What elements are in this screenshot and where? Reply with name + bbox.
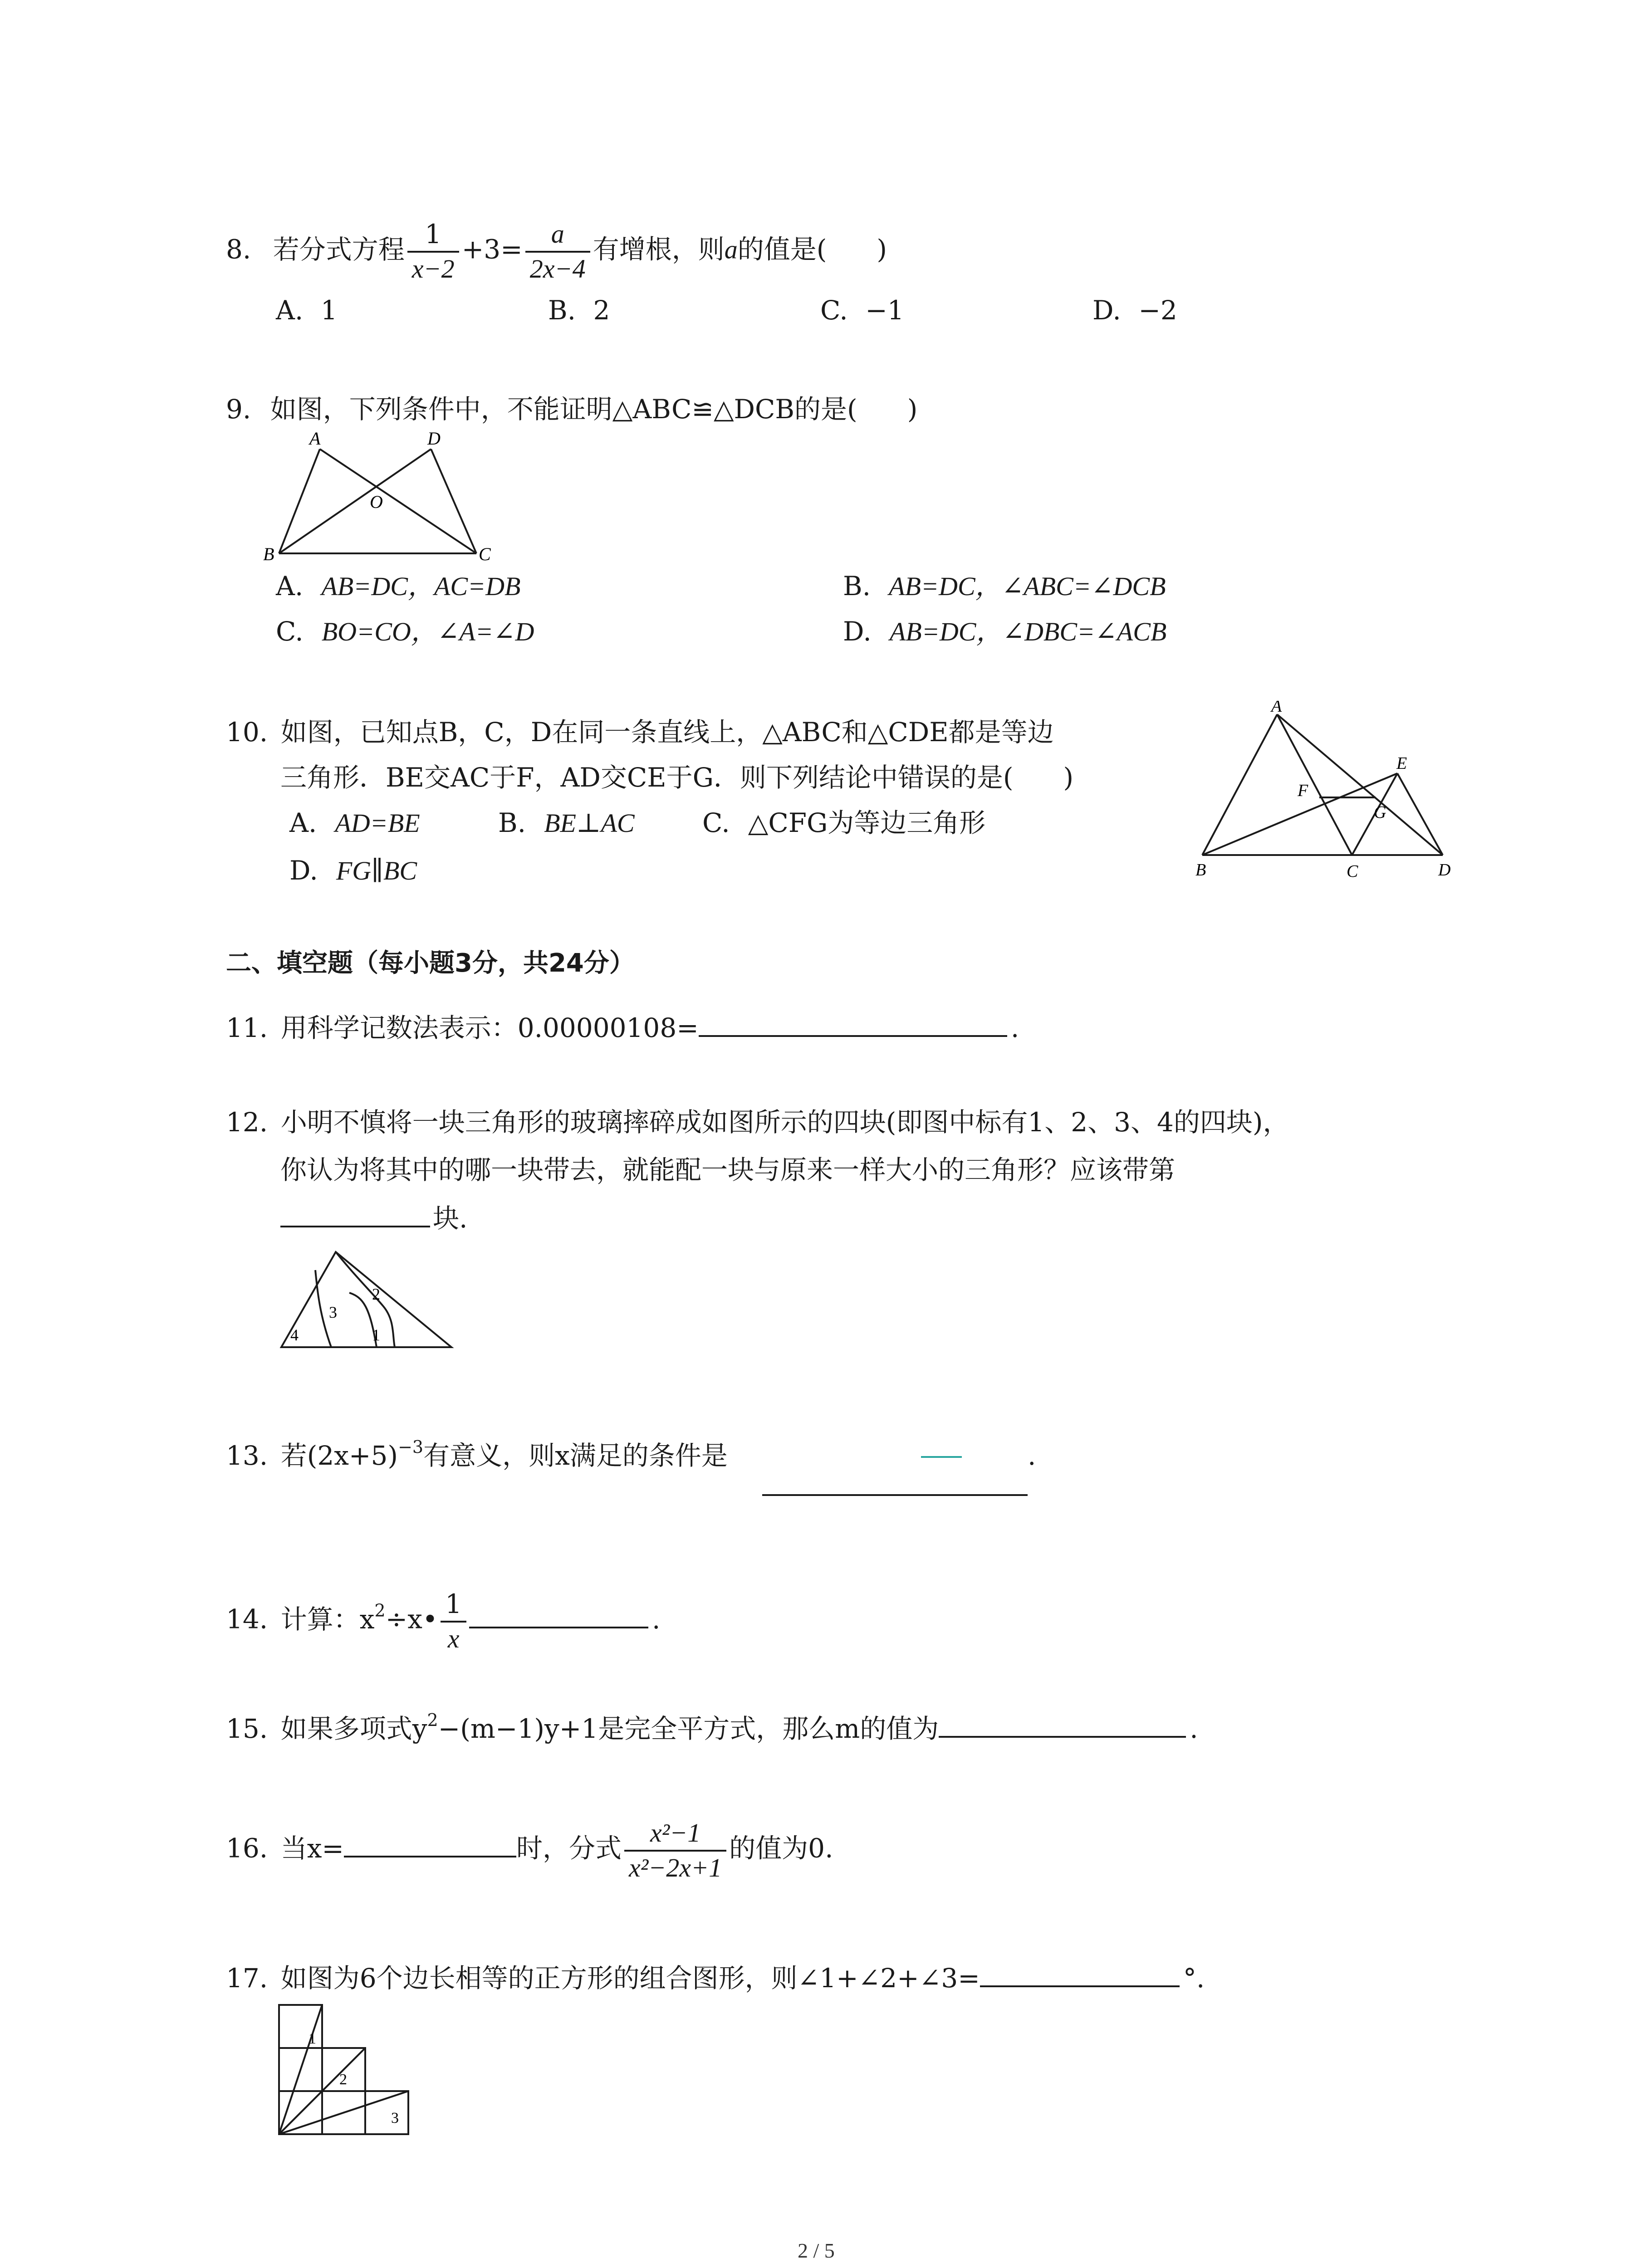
q8-option-b[interactable]: B. 2 (548, 295, 610, 326)
q9-label-a: A (309, 429, 321, 449)
q14-number: 14. (226, 1603, 268, 1635)
q16-number: 16. (226, 1833, 268, 1864)
q8-option-d[interactable]: D. −2 (1092, 295, 1177, 326)
q12-label-3: 3 (329, 1303, 337, 1321)
q8-mid: +3= (461, 234, 523, 265)
q14-answer-blank[interactable] (469, 1603, 648, 1628)
q8-var: a (724, 235, 738, 264)
q17-label-1: 1 (309, 2030, 316, 2047)
q13-answer-blank[interactable] (762, 1492, 1028, 1496)
q9-figure (259, 429, 513, 565)
q9-option-a[interactable]: A. AB=DC，AC=DB (276, 571, 521, 601)
q16-answer-blank[interactable] (344, 1832, 516, 1857)
q8-pre: 若分式方程 (273, 234, 405, 265)
q17-figure (272, 1998, 417, 2143)
q11-number: 11. (226, 1012, 268, 1043)
q12-number: 12. (226, 1107, 268, 1138)
q8-fraction-1: $\frac{1}{x-2}$ (407, 218, 459, 285)
q9-number: 9. (226, 394, 251, 425)
q14-fraction: $\frac{1}{x}$ (441, 1588, 466, 1655)
q10-option-c[interactable]: C. △CFG为等边三角形 (702, 807, 986, 838)
q11-line: 11. 用科学记数法表示：0.00000108= . (226, 1012, 1019, 1043)
q10-label-g: G (1374, 803, 1386, 822)
q10-label-a: A (1271, 701, 1282, 716)
q12-line-2: 你认为将其中的哪一块带去，就能配一块与原来一样大小的三角形？应该带第 (280, 1154, 1176, 1185)
q10-number: 10. (226, 717, 268, 748)
q15-number: 15. (226, 1713, 268, 1744)
q15-answer-blank[interactable] (939, 1712, 1186, 1738)
q12-label-1: 1 (372, 1326, 380, 1344)
q13-line: 13. 若$(2x+5)^{-3}$有意义，则x满足的条件是 (226, 1437, 728, 1471)
q16-fraction: $\frac{\text{x²−1}}{\text{x²−2x+1}}$ (624, 1817, 726, 1884)
page-number: 2 / 5 (798, 2239, 835, 2262)
q10-label-d: D (1438, 860, 1451, 880)
q10-label-f: F (1298, 781, 1308, 800)
q17-number: 17. (226, 1963, 268, 1994)
q8-stem (226, 218, 887, 285)
q10-option-b[interactable]: B. BE⊥AC (498, 807, 635, 838)
q9-label-c: C (479, 544, 491, 564)
q9-stem: 9. 如图，下列条件中，不能证明△ABC≌△DCB的是( ) (226, 394, 918, 425)
q17-label-3: 3 (391, 2110, 399, 2126)
q9-option-b[interactable]: B. AB=DC，∠ABC=∠DCB (843, 571, 1166, 601)
section-2-title: 二、填空题（每小题3分，共24分） (226, 948, 635, 978)
q8-fraction-2: $\frac{a}{2x-4}$ (525, 218, 590, 285)
q8-post-b: 的值是( (737, 234, 827, 265)
q17-label-2: 2 (339, 2071, 347, 2088)
q9-option-d[interactable]: D. AB=DC，∠DBC=∠ACB (843, 616, 1167, 647)
q12-answer-blank[interactable] (280, 1202, 430, 1227)
q12-figure (272, 1243, 463, 1356)
q9-label-d: D (427, 429, 441, 449)
q8-close: ) (877, 234, 887, 265)
q13-teal-mark (921, 1456, 962, 1458)
q12-line-3: 块. (280, 1202, 467, 1235)
q8-option-c[interactable]: C. −1 (820, 295, 904, 326)
q14-line: 14. 计算：$x^2\div x•$ $\frac{1}{x}$ . (226, 1588, 660, 1655)
q12-line-1: 12. 小明不慎将一块三角形的玻璃摔碎成如图所示的四块(即图中标有1、2、3、4的四块)， (226, 1107, 1289, 1138)
q13-end: . (1028, 1440, 1036, 1471)
q10-line-2: 三角形．BE交AC于F，AD交CE于G．则下列结论中错误的是( ) (280, 762, 1074, 793)
q8-post-a: 有增根，则 (593, 234, 725, 265)
q10-option-d[interactable]: D. FG∥BC (289, 855, 417, 886)
q11-answer-blank[interactable] (699, 1012, 1007, 1037)
q17-line: 17. 如图为6个边长相等的正方形的组合图形，则∠1+∠2+∠3= °. (226, 1963, 1205, 1994)
q10-label-e: E (1396, 754, 1407, 773)
q17-answer-blank[interactable] (980, 1962, 1180, 1987)
q16-line: 16. 当x= 时，分式 $\frac{\text{x²−1}}{\text{x²−2x+1}}$ 的值为0. (226, 1817, 833, 1884)
q9-label-b: B (263, 544, 274, 564)
q10-line-1: 10. 如图，已知点B，C，D在同一条直线上，△ABC和△CDE都是等边 (226, 717, 1054, 748)
q8-number: 8. (226, 234, 251, 265)
q9-stem-text: 如图，下列条件中，不能证明△ABC≌△DCB的是( (270, 394, 857, 425)
q10-option-a[interactable]: A. AD=BE (289, 807, 420, 838)
q10-label-b: B (1195, 860, 1206, 880)
q10-label-c: C (1347, 862, 1358, 881)
q10-figure (1184, 701, 1465, 882)
q12-label-2: 2 (372, 1285, 380, 1303)
q9-label-o: O (370, 492, 383, 512)
q8-option-a[interactable]: A. 1 (276, 295, 338, 326)
q9-option-c[interactable]: C. BO=CO，∠A=∠D (276, 616, 534, 647)
q15-line: 15. 如果多项式$y^2-(m-1)y+1$是完全平方式，那么m的值为 . (226, 1710, 1198, 1744)
q12-label-4: 4 (290, 1326, 299, 1344)
q13-number: 13. (226, 1440, 268, 1471)
